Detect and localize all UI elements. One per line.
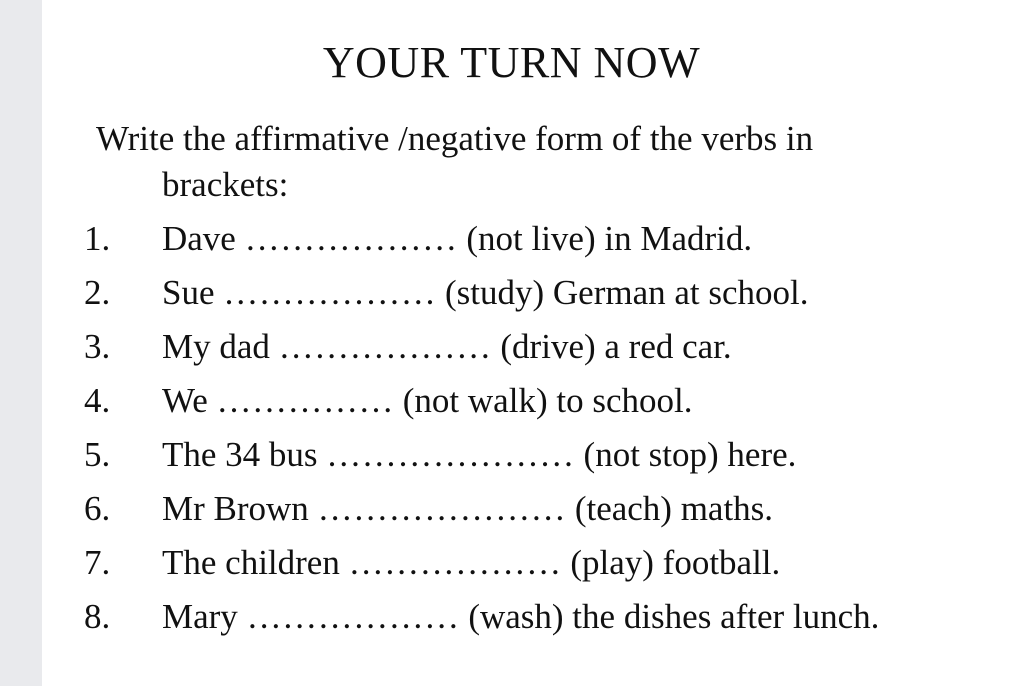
answer-blank: ……………… — [244, 219, 458, 258]
item-rest: (play) football. — [570, 543, 781, 582]
item-sentence — [162, 594, 879, 640]
item-subject: My dad — [162, 327, 270, 366]
item-number: 6. — [84, 489, 111, 528]
item-rest: (study) German at school. — [445, 273, 809, 312]
item-subject: Mr Brown — [162, 489, 309, 528]
worksheet-title: YOUR TURN NOW — [322, 38, 701, 87]
item-rest: (not live) in Madrid. — [466, 219, 753, 258]
answer-blank: ………………… — [326, 435, 575, 474]
item-sentence — [162, 540, 780, 586]
item-subject: The 34 bus — [162, 435, 318, 474]
answer-blank: …………… — [216, 381, 395, 420]
item-sentence — [162, 270, 809, 316]
item-subject: Sue — [162, 273, 215, 312]
answer-blank: ……………… — [223, 273, 437, 312]
item-number: 8. — [84, 597, 111, 636]
answer-blank: ……………… — [278, 327, 492, 366]
item-number: 3. — [84, 327, 111, 366]
item-subject: Mary — [162, 597, 238, 636]
item-number: 5. — [84, 435, 111, 474]
instruction-line-1: Write the affirmative /negative form of the verbs in — [96, 119, 814, 158]
item-number: 7. — [84, 543, 111, 582]
item-number: 4. — [84, 381, 111, 420]
item-sentence — [162, 378, 692, 424]
instruction-text — [96, 116, 976, 208]
item-rest: (not stop) here. — [583, 435, 797, 474]
answer-blank: ………………… — [317, 489, 567, 528]
item-rest: (wash) the dishes after lunch. — [468, 597, 880, 636]
instruction-line-2: brackets: — [162, 165, 289, 204]
item-sentence — [162, 216, 752, 262]
item-subject: Dave — [162, 219, 236, 258]
answer-blank: ……………… — [348, 543, 562, 582]
item-number: 1. — [84, 219, 111, 258]
item-rest: (not walk) to school. — [402, 381, 693, 420]
item-sentence — [162, 486, 773, 532]
answer-blank: ……………… — [246, 597, 460, 636]
item-sentence — [162, 324, 732, 370]
item-subject: We — [162, 381, 208, 420]
item-sentence — [162, 432, 796, 478]
item-number: 2. — [84, 273, 111, 312]
item-subject: The children — [162, 543, 340, 582]
item-rest: (drive) a red car. — [500, 327, 732, 366]
item-rest: (teach) maths. — [574, 489, 774, 528]
